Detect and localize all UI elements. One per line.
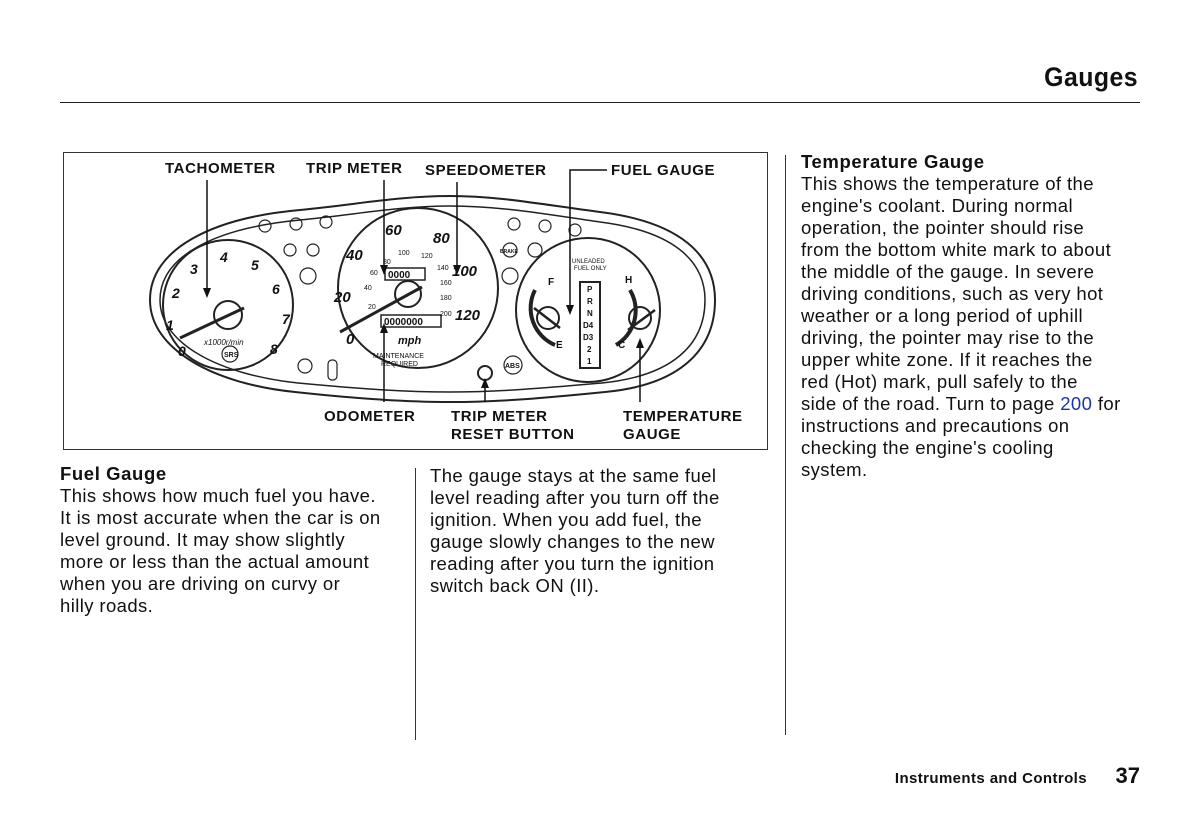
trip-digits: 0000: [388, 270, 411, 281]
speed-number-120: 120: [455, 307, 481, 324]
speed-number-100: 100: [452, 263, 478, 280]
fuel-note-line1: UNLEADED: [572, 259, 605, 265]
indicator-light-13: [298, 359, 312, 373]
text-line: The gauge stays at the same fuel: [430, 465, 717, 486]
speed-number-20: 20: [334, 289, 351, 306]
speed-unit: mph: [398, 335, 422, 347]
indicator-light-5: [307, 244, 319, 256]
indicator-light-6: [300, 268, 316, 284]
odometer-digits: 0000000: [384, 317, 423, 328]
text-line: ignition. When you add fuel, the: [430, 509, 702, 530]
fuel-full-label: F: [548, 277, 555, 288]
gear-label-p: P: [587, 285, 593, 294]
gear-label-r: R: [587, 297, 593, 306]
gear-label-d4: D4: [583, 321, 594, 330]
page-number: 37: [1115, 763, 1140, 788]
tach-number-3: 3: [190, 261, 198, 277]
speed-number-60: 60: [385, 222, 402, 239]
text-line: This shows the temperature of the: [801, 173, 1094, 194]
speed-number-80: 80: [433, 230, 450, 247]
gear-label-1: 1: [587, 357, 592, 366]
tach-number-0: 0: [178, 343, 186, 359]
kmh-number-180: 180: [440, 295, 452, 302]
column-divider-left: [415, 468, 416, 740]
indicator-light-4: [284, 244, 296, 256]
callout-speedometer: SPEEDOMETER: [425, 162, 547, 179]
tach-number-5: 5: [251, 257, 259, 273]
callout-temperature-line2: GAUGE: [623, 426, 682, 443]
kmh-number-140: 140: [437, 265, 449, 272]
text-line: driving conditions, such as very hot: [801, 283, 1104, 304]
text-line: It is most accurate when the car is on: [60, 507, 381, 528]
indicator-light-12: [569, 224, 581, 236]
text-line: instructions and precautions on: [801, 415, 1070, 436]
indicator-light-14: [328, 360, 337, 380]
temperature-gauge-section: [801, 151, 1146, 481]
tach-number-2: 2: [172, 285, 180, 301]
callout-trip-meter-reset-line1: TRIP METER: [451, 408, 548, 425]
kmh-number-80: 80: [383, 259, 391, 266]
text-line: operation, the pointer should rise: [801, 217, 1085, 238]
callout-trip-meter-reset-line2: RESET BUTTON: [451, 426, 575, 443]
text-line: more or less than the actual amount: [60, 551, 370, 572]
text-fragment: for: [1092, 393, 1121, 414]
speed-number-0: 0: [346, 331, 355, 348]
callout-trip-meter: TRIP METER: [306, 160, 403, 177]
abs-label: ABS: [505, 363, 520, 370]
gear-label-2: 2: [587, 345, 592, 354]
footer-section-title: Instruments and Controls: [894, 770, 1087, 787]
temperature-gauge-body: [801, 173, 1146, 481]
brake-label: BRAKE: [500, 249, 518, 255]
tach-number-1: 1: [166, 317, 174, 333]
text-fragment: side of the road. Turn to page: [801, 393, 1061, 414]
trip-reset-button: [478, 366, 492, 380]
kmh-number-40: 40: [364, 285, 372, 292]
text-line: level ground. It may show slightly: [60, 529, 346, 550]
tach-number-7: 7: [282, 311, 290, 327]
maintenance-line2: REQUIRED: [381, 361, 418, 368]
text-line: weather or a long period of uphill: [801, 305, 1084, 326]
text-line: the middle of the gauge. In severe: [801, 261, 1095, 282]
indicator-light-11: [539, 220, 551, 232]
kmh-number-200: 200: [440, 311, 452, 318]
text-line: checking the engine's cooling: [801, 437, 1054, 458]
page-200-link[interactable]: 200: [1060, 393, 1093, 414]
callout-fuel-gauge: FUEL GAUGE: [611, 162, 716, 179]
column-divider-right: [785, 155, 786, 735]
fuel-arc: [531, 290, 555, 345]
text-line: switch back ON (II).: [430, 575, 600, 596]
tach-number-8: 8: [270, 341, 278, 357]
indicator-light-9: [528, 243, 542, 257]
srs-label: SRS: [224, 352, 239, 359]
indicator-light-10: [508, 218, 520, 230]
text-line: upper white zone. If it reaches the: [801, 349, 1093, 370]
kmh-number-160: 160: [440, 280, 452, 287]
kmh-number-20: 20: [368, 304, 376, 311]
kmh-number-100: 100: [398, 250, 410, 257]
temperature-gauge-heading: Temperature Gauge: [801, 151, 985, 172]
callout-temperature-line1: TEMPERATURE: [623, 408, 743, 425]
tach-unit: x1000r/min: [204, 338, 244, 347]
maintenance-line1: MAINTENANCE: [373, 353, 424, 360]
callout-odometer: ODOMETER: [324, 408, 416, 425]
text-line-with-link: [801, 393, 1146, 415]
gear-label-n: N: [587, 309, 593, 318]
text-line: level reading after you turn off the: [430, 487, 720, 508]
tachometer-needle: [180, 308, 244, 338]
kmh-number-120: 120: [421, 253, 433, 260]
temp-hot-label: H: [625, 275, 633, 286]
gear-label-d3: D3: [583, 333, 594, 342]
text-line: when you are driving on curvy or: [60, 573, 341, 594]
text-line: gauge slowly changes to the new: [430, 531, 715, 552]
tach-number-6: 6: [272, 281, 280, 297]
page-title: Gauges: [1044, 62, 1138, 92]
text-line: This shows how much fuel you have.: [60, 485, 376, 506]
fuel-gauge-section: [60, 463, 410, 617]
temp-arc: [616, 290, 636, 345]
text-line: red (Hot) mark, pull safely to the: [801, 371, 1078, 392]
temp-cold-label: C: [618, 340, 626, 351]
text-line: from the bottom white mark to about: [801, 239, 1112, 260]
fuel-gauge-body: [60, 485, 410, 617]
kmh-number-60: 60: [370, 270, 378, 277]
text-line: reading after you turn the ignition: [430, 553, 715, 574]
text-line: hilly roads.: [60, 595, 154, 616]
fuel-gauge-heading: Fuel Gauge: [60, 463, 167, 484]
fuel-note-line2: FUEL ONLY: [574, 266, 607, 272]
tach-number-4: 4: [220, 249, 228, 265]
text-line: driving, the pointer may rise to the: [801, 327, 1095, 348]
fuel-empty-label: E: [556, 340, 563, 351]
speed-number-40: 40: [346, 247, 363, 264]
text-line: system.: [801, 459, 868, 480]
fuel-gauge-continued: [430, 465, 780, 597]
callout-tachometer: TACHOMETER: [165, 160, 276, 177]
indicator-light-7: [502, 268, 518, 284]
text-line: engine's coolant. During normal: [801, 195, 1073, 216]
